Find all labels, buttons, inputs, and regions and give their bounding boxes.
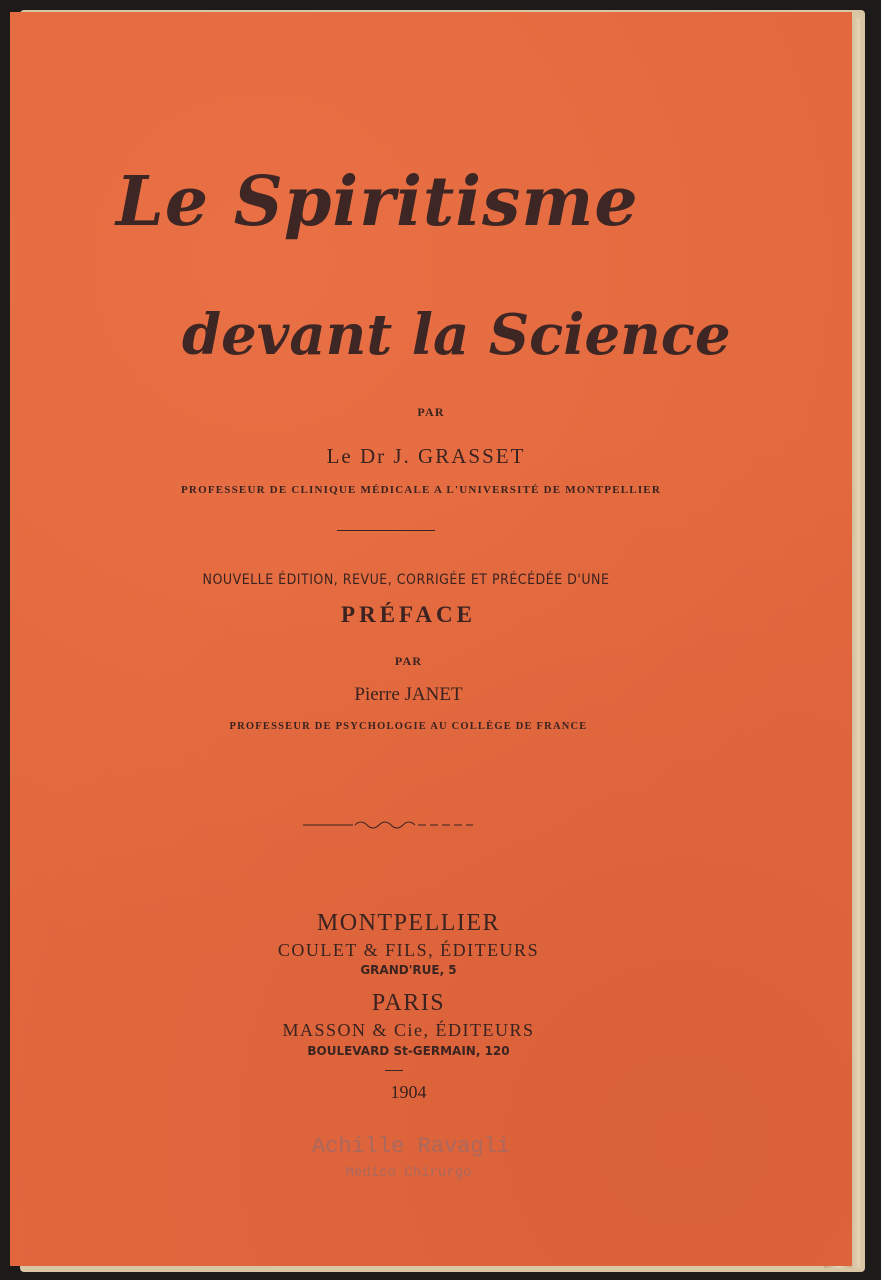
par-label-2: PAR [394,654,423,668]
short-divider [385,1070,403,1071]
owner-stamp-name: Achille Ravagli [311,1134,511,1159]
par-label: PAR [417,405,445,419]
address-grandrue: GRAND'RUE, 5 [360,963,457,977]
address-boulevard: BOULEVARD St-GERMAIN, 120 [307,1044,510,1058]
city-montpellier: MONTPELLIER [316,910,501,936]
divider [337,530,435,531]
preface-heading: PRÉFACE [341,602,476,627]
publisher-coulet: COULET & FILS, ÉDITEURS [277,940,540,960]
preface-author-title: PROFESSEUR DE PSYCHOLOGIE AU COLLÈGE DE FRANCE [229,721,588,732]
author-title: PROFESSEUR DE CLINIQUE MÉDICALE A L'UNIVERSITÉ DE MONTPELLIER [181,484,661,496]
author-name: Le Dr J. GRASSET [326,444,526,468]
title-line-2: devant la Science [182,302,731,368]
publisher-masson: MASSON & Cie, ÉDITEURS [282,1020,535,1040]
edition-note: NOUVELLE ÉDITION, REVUE, CORRIGÉE ET PRÉCÉDÉE D'UNE [202,572,610,588]
owner-stamp-title: Medico Chirurgo [345,1165,472,1181]
title-line-1: Le Spiritisme [116,162,639,242]
publication-year: 1904 [390,1082,427,1102]
ornament-divider [303,818,473,830]
book-cover [10,12,852,1266]
city-paris: PARIS [371,990,446,1016]
preface-author: Pierre JANET [354,684,463,705]
